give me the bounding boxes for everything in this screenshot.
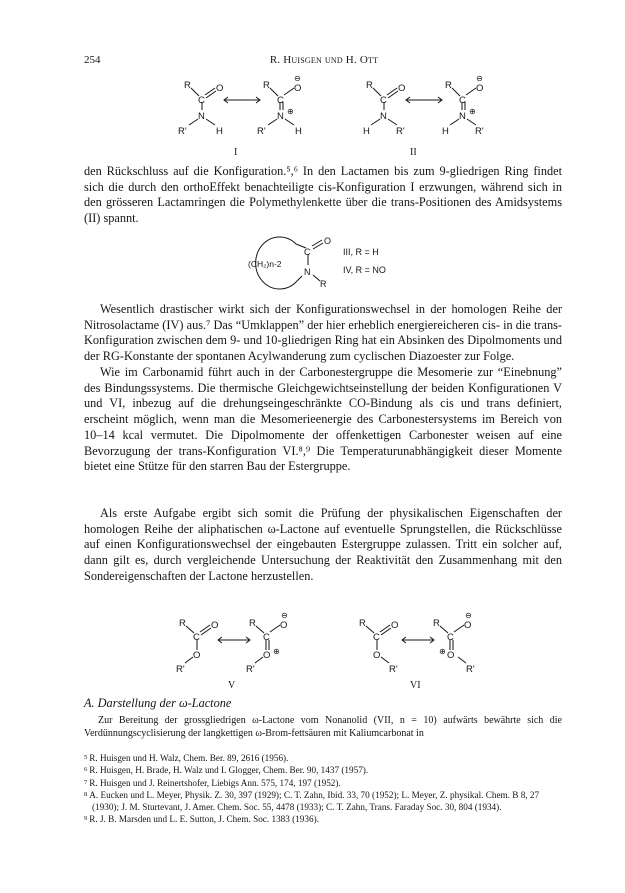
- atom-label: O: [398, 83, 406, 94]
- footnote-number: 6: [84, 766, 88, 774]
- paragraph-1: den Rückschluss auf die Konfiguration.⁵,⁶ In den Lactamen bis zum 9-gliedrigen Ring findet sich die durch den orthoEffekt benachteiligte cis-Konfiguration I erzwungen, während sich in den grösseren Lactamringen die Polymethylenkette über die trans-Positionen des Amidsystems (II) spannt.: [84, 164, 562, 226]
- atom-label: C: [304, 247, 311, 257]
- ring-legend-item: III, R = H: [343, 247, 379, 257]
- atom-label: C: [373, 632, 380, 643]
- atom-label: R: [445, 80, 452, 91]
- footnote-7: [84, 777, 562, 789]
- atom-label: O: [294, 83, 302, 94]
- lactam-ring-figure: [240, 232, 420, 298]
- atom-label: R': [475, 126, 484, 137]
- paragraph-2: Wesentlich drastischer wirkt sich der Konfigurationswechsel in der homologen Reihe der Nitrosolactame (IV) aus.⁷ Das “Umklappen” der hier erheblich energiereicheren cis- in die trans-Konfiguration zwischen dem 9- und 10-gliedrigen Ring hat ein Absinken des Dipolmoments und der RG-Konstante der spontanen Acylwanderung zum cyclischen Diazoester zur Folge.: [84, 302, 562, 364]
- atom-label: C: [193, 632, 200, 643]
- atom-label: R: [184, 80, 191, 91]
- footnote-text: R. Huisgen und J. Reinertshofer, Liebigs Ann. 575, 174, 197 (1952).: [89, 777, 341, 788]
- atom-label: N: [380, 111, 387, 122]
- charge-plus: ⊕: [439, 647, 446, 656]
- page-number: 254: [84, 54, 101, 66]
- footnote-text: R. Huisgen, H. Brade, H. Walz und I. Glogger, Chem. Ber. 90, 1437 (1957).: [89, 765, 369, 776]
- atom-label: N: [198, 111, 205, 122]
- footnote-text: R. Huisgen und H. Walz, Chem. Ber. 89, 2616 (1956).: [89, 753, 289, 763]
- compound-label: II: [410, 147, 417, 158]
- atom-label: H: [363, 126, 370, 137]
- atom-label: R: [320, 279, 327, 289]
- atom-label: R: [249, 618, 256, 629]
- atom-label: C: [447, 632, 454, 643]
- atom-label: R: [366, 80, 373, 91]
- atom-label: O: [391, 620, 399, 631]
- page-header: [84, 54, 564, 68]
- atom-label: H: [442, 126, 449, 137]
- charge-plus: ⊕: [469, 107, 476, 116]
- footnote-number: 8: [84, 791, 88, 799]
- atom-label: O: [324, 236, 332, 246]
- atom-label: R': [178, 126, 187, 137]
- paragraph-4: Als erste Aufgabe ergibt sich somit die Prüfung der physikalischen Eigenschaften der homologen Reihe der aliphatischen ω-Lactone auf eventuelle Sprungstellen, die Rückschlüsse auf einen Konfigurationswechsel der eingebauten Estergruppe zulassen. Tritt ein solcher auf, dann gilt es, durch vergleichende Untersuchung der Reaktivität den Zusammenhang mit den Sondereigenschaften der Lactone herzustellen.: [84, 506, 562, 583]
- paragraph-3: Wie im Carbonamid führt auch in der Carbonestergruppe die Mesomerie zur “Einebnung” des Bindungssystems. Die thermische Gleichgewichtseinstellung der beiden Konfigurationen V und VI, inbezug auf die drehungseingeschränkte CO-Bindung als cis und trans definiert, erscheint möglich, wenn man die Mesomerieenergie des Carbonestersystems im Bereich von 10–14 kcal vermutet. Die Dipolmomente der offenkettigen Carbonester weisen auf eine Bevorzugung der trans-Konfiguration VI.⁸,⁹ Die Temperaturunabhängigkeit dieser Momente bietet eine Stütze für den starren Bau der Estergruppe.: [84, 365, 562, 474]
- atom-label: R': [257, 126, 266, 137]
- footnote-text: A. Eucken und L. Meyer, Physik. Z. 30, 397 (1929); C. T. Zahn, Ibid. 33, 70 (1952); L. Meyer, Z. physikal. Chem. B 8, 27 (1930); J. M. Sturtevant, J. Amer. Chem. Soc. 55, 4478 (1933); C. T. Zahn, Trans. Faraday Soc. 30, 804 (1934).: [89, 790, 540, 812]
- compound-label: V: [228, 680, 236, 691]
- running-head: R. Huisgen und H. Ott: [269, 54, 379, 66]
- charge-minus: ⊖: [465, 611, 472, 620]
- section-heading: A. Darstellung der ω-Lactone: [84, 696, 232, 710]
- atom-label: H: [295, 126, 302, 137]
- atom-label: C: [380, 95, 387, 106]
- ring-legend-item: IV, R = NO: [343, 265, 386, 275]
- footnote-6: [84, 764, 562, 776]
- footnote-number: 7: [84, 778, 88, 786]
- atom-label: O: [447, 650, 455, 661]
- footnote-number: 5: [84, 754, 88, 761]
- footnote-9: [84, 813, 562, 825]
- compound-label: I: [234, 147, 238, 158]
- atom-label: H: [216, 126, 223, 137]
- atom-label: O: [464, 620, 472, 631]
- atom-label: C: [198, 95, 205, 106]
- atom-label: O: [373, 650, 381, 661]
- atom-label: R: [263, 80, 270, 91]
- atom-label: R': [396, 126, 405, 137]
- atom-label: R: [179, 618, 186, 629]
- footnote-number: 9: [84, 815, 88, 823]
- charge-minus: ⊖: [281, 611, 288, 620]
- atom-label: R: [433, 618, 440, 629]
- atom-label: R': [389, 664, 398, 675]
- atom-label: C: [277, 95, 284, 106]
- atom-label: R: [359, 618, 366, 629]
- atom-label: O: [216, 83, 224, 94]
- atom-label: N: [459, 111, 466, 122]
- ring-chain-label: (CH₂)n-2: [248, 259, 282, 269]
- footnote-8: [84, 789, 562, 813]
- atom-label: N: [304, 267, 311, 277]
- atom-label: O: [193, 650, 201, 661]
- atom-label: O: [211, 620, 219, 631]
- section-paragraph: Zur Bereitung der grossgliedrigen ω-Lactone vom Nonanolid (VII, n = 10) aufwärts bewährte sich die Verdünnungscyclisierung der langkettigen ω-Brom-fettsäuren mit Kaliumcarbonat in: [84, 715, 562, 739]
- atom-label: O: [476, 83, 484, 94]
- ester-structures-figure: [170, 612, 500, 694]
- atom-label: C: [459, 95, 466, 106]
- atom-label: R': [176, 664, 185, 675]
- amide-structures-figure: [160, 72, 520, 162]
- atom-label: R': [246, 664, 255, 675]
- charge-plus: ⊕: [287, 107, 294, 116]
- charge-plus: ⊕: [273, 647, 280, 656]
- charge-minus: ⊖: [294, 74, 301, 83]
- atom-label: R': [466, 664, 475, 675]
- charge-minus: ⊖: [476, 74, 483, 83]
- atom-label: N: [277, 111, 284, 122]
- footnote-text: R. J. B. Marsden und L. E. Sutton, J. Chem. Soc. 1383 (1936).: [89, 814, 319, 825]
- footnote-5: [84, 752, 562, 764]
- atom-label: C: [263, 632, 270, 643]
- atom-label: O: [263, 650, 271, 661]
- compound-label: VI: [410, 680, 421, 691]
- atom-label: O: [280, 620, 288, 631]
- footnotes-list: [84, 752, 562, 825]
